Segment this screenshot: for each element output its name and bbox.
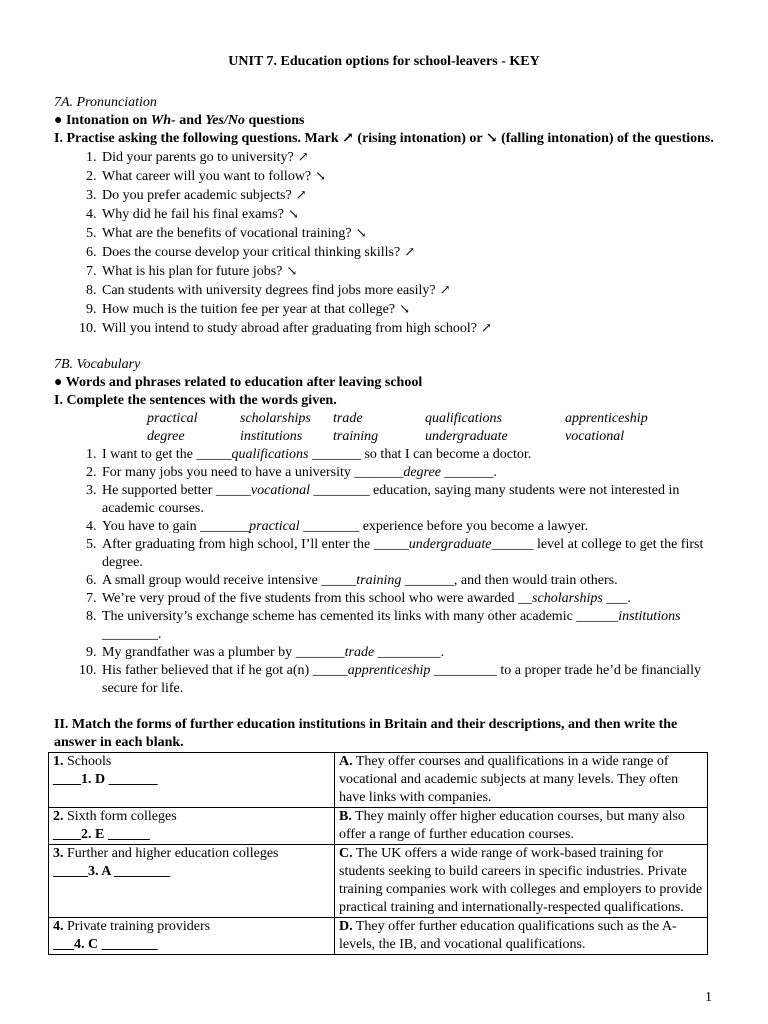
answer-text: institutions — [618, 609, 681, 624]
intonation-arrow-icon: ↘ — [286, 263, 298, 278]
desc-text: The UK offers a wide range of work-based training for students seeking to build careers in specific industries. Private training companies work with colleges and employers to provide practical training and internationally-respected qualifications. — [339, 846, 703, 915]
question-text: Why did he fail his final exams? — [102, 207, 284, 222]
sentence-text: My grandfather was a plumber by _______ — [102, 645, 345, 660]
sentence-text: _________ to a proper trade he’d be financially secure for life. — [102, 663, 701, 696]
bullet-icon: ● — [54, 375, 63, 390]
intonation-arrow-icon: ↗ — [404, 244, 416, 259]
word-bank-item: degree — [147, 429, 185, 444]
list-item — [100, 518, 714, 536]
sentence-text: ___. — [602, 591, 631, 606]
bullet-icon: ● — [54, 113, 63, 128]
sentence-text: We’re very proud of the five students from this school who were awarded __ — [102, 591, 533, 606]
item-number: 3. — [53, 846, 64, 861]
right-cell — [335, 918, 708, 955]
word-bank-item: practical — [147, 411, 198, 426]
sentence-text: A small group would receive intensive _____ — [102, 573, 357, 588]
question-text: Does the course develop your critical thinking skills? — [102, 245, 401, 260]
sentence-text: ______ level at college to get the first degree. — [102, 537, 704, 570]
table-row — [49, 753, 708, 808]
list-item — [100, 300, 714, 319]
word-bank — [54, 410, 714, 446]
intonation-arrow-icon: ↗ — [439, 282, 451, 297]
bullet-part-1: Intonation on — [65, 113, 151, 128]
list-item — [100, 446, 714, 464]
section-7b-heading: 7B. Vocabulary — [54, 357, 141, 372]
item-answer: _____3. A ________ — [53, 864, 171, 879]
item-answer: ___4. C ________ — [53, 937, 158, 952]
list-item — [100, 281, 714, 300]
intonation-arrow-icon: ↘ — [287, 206, 299, 221]
table-row — [49, 808, 708, 845]
right-cell — [335, 808, 708, 845]
list-item — [100, 148, 714, 167]
section-7a-heading: 7A. Pronunciation — [54, 95, 157, 110]
section-ii-instruction: II. Match the forms of further education institutions in Britain and their descriptions, and then write the answer in each blank. — [54, 717, 678, 750]
answer-text: apprenticeship — [347, 663, 431, 678]
right-cell — [335, 753, 708, 808]
table-row — [49, 918, 708, 955]
answer-text: scholarships — [532, 591, 603, 606]
matching-table — [48, 752, 708, 955]
list-item — [100, 262, 714, 281]
sentence-text: _______. — [440, 465, 497, 480]
list-item — [100, 572, 714, 590]
page-number: 1 — [705, 990, 712, 1005]
list-item — [100, 464, 714, 482]
answer-text: training — [356, 573, 402, 588]
question-text: How much is the tuition fee per year at that college? — [102, 302, 396, 317]
section-7b-instruction: I. Complete the sentences with the words given. — [54, 393, 337, 408]
left-cell — [49, 808, 335, 845]
question-text: Do you prefer academic subjects? — [102, 188, 292, 203]
sentence-text: ________. — [102, 627, 162, 642]
list-item — [100, 224, 714, 243]
desc-letter: B. — [339, 809, 352, 824]
answer-text: trade — [344, 645, 375, 660]
bullet-part-3: and — [175, 113, 206, 128]
item-text: Sixth form colleges — [63, 809, 177, 824]
sentence-text: He supported better _____ — [102, 483, 251, 498]
table-row — [49, 845, 708, 918]
item-number: 4. — [53, 919, 64, 934]
sentence-text: _______, and then would train others. — [401, 573, 618, 588]
question-text: Will you intend to study abroad after graduating from high school? — [102, 321, 478, 336]
bullet-text: Words and phrases related to education after leaving school — [65, 375, 423, 390]
answer-text: vocational — [250, 483, 311, 498]
left-cell — [49, 753, 335, 808]
item-number: 2. — [53, 809, 64, 824]
left-cell — [49, 918, 335, 955]
list-item — [100, 167, 714, 186]
word-bank-item: institutions — [240, 429, 303, 444]
answer-text: undergraduate — [408, 537, 492, 552]
sentence-text: ________ experience before you become a lawyer. — [299, 519, 589, 534]
word-bank-item: vocational — [565, 429, 625, 444]
intonation-arrow-icon: ↘ — [399, 301, 411, 316]
word-bank-item: trade — [333, 411, 363, 426]
desc-text: They mainly offer higher education courses, but many also offer a range of further education courses. — [339, 809, 685, 842]
desc-text: They offer further education qualifications such as the A-levels, the IB, and vocational qualifications. — [339, 919, 677, 952]
item-text: Further and higher education colleges — [63, 846, 279, 861]
answer-text: qualifications — [231, 447, 309, 462]
list-item — [100, 662, 714, 698]
item-answer: ____1. D _______ — [53, 772, 158, 787]
right-cell — [335, 845, 708, 918]
desc-letter: C. — [339, 846, 353, 861]
word-bank-item: qualifications — [425, 411, 502, 426]
bullet-part-2: Wh- — [150, 113, 176, 128]
list-item — [100, 319, 714, 338]
question-text: Did your parents go to university? — [102, 150, 294, 165]
question-text: What is his plan for future jobs? — [102, 264, 283, 279]
question-text: What are the benefits of vocational training? — [102, 226, 352, 241]
word-bank-item: training — [333, 429, 379, 444]
list-item — [100, 608, 714, 644]
sentence-text: After graduating from high school, I’ll enter the _____ — [102, 537, 409, 552]
list-item — [100, 482, 714, 518]
intonation-arrow-icon: ↘ — [315, 168, 327, 183]
intonation-arrow-icon: ↘ — [355, 225, 367, 240]
list-item — [100, 536, 714, 572]
sentence-text: _________. — [374, 645, 445, 660]
list-item — [100, 590, 714, 608]
intonation-arrow-icon: ↗ — [481, 320, 492, 335]
section-7b-bullet — [54, 374, 714, 392]
sentence-text: I want to get the _____ — [102, 447, 232, 462]
intonation-arrow-icon: ↗ — [297, 149, 309, 164]
item-text: Schools — [63, 754, 112, 769]
left-cell — [49, 845, 335, 918]
list-item — [100, 243, 714, 262]
item-answer: ____2. E ______ — [53, 827, 150, 842]
question-list — [54, 148, 714, 338]
item-number: 1. — [53, 754, 64, 769]
section-7a-bullet — [54, 112, 714, 130]
answer-text: practical — [249, 519, 300, 534]
sentence-text: _______ so that I can become a doctor. — [308, 447, 532, 462]
word-bank-item: undergraduate — [425, 429, 508, 444]
sentence-text: The university’s exchange scheme has cemented its links with many other academic ______ — [102, 609, 619, 624]
document-page — [54, 48, 714, 955]
list-item — [100, 644, 714, 662]
word-bank-item: apprenticeship — [565, 411, 648, 426]
desc-text: They offer courses and qualifications in a wide range of vocational and academic subjects at many levels. They often have links with companies. — [339, 754, 679, 805]
bullet-part-5: questions — [244, 113, 305, 128]
list-item — [100, 205, 714, 224]
desc-letter: A. — [339, 754, 353, 769]
question-text: Can students with university degrees find jobs more easily? — [102, 283, 436, 298]
list-item — [100, 186, 714, 205]
page-title: UNIT 7. Education options for school-leavers - KEY — [228, 54, 540, 69]
sentence-list — [54, 446, 714, 698]
word-bank-item: scholarships — [240, 411, 311, 426]
sentence-text: For many jobs you need to have a university _______ — [102, 465, 404, 480]
answer-text: degree — [403, 465, 441, 480]
question-text: What career will you want to follow? — [102, 169, 312, 184]
sentence-text: You have to gain _______ — [102, 519, 250, 534]
desc-letter: D. — [339, 919, 353, 934]
section-7a-instruction: I. Practise asking the following questions. Mark ↗ (rising intonation) or ↘ (falling intonation) of the questions. — [54, 131, 714, 146]
item-text: Private training providers — [63, 919, 211, 934]
intonation-arrow-icon: ↗ — [295, 187, 307, 202]
sentence-text: His father believed that if he got a(n) _____ — [102, 663, 348, 678]
bullet-part-4: Yes/No — [205, 113, 245, 128]
sentence-text: ________ education, saying many students were not interested in academic courses. — [102, 483, 680, 516]
